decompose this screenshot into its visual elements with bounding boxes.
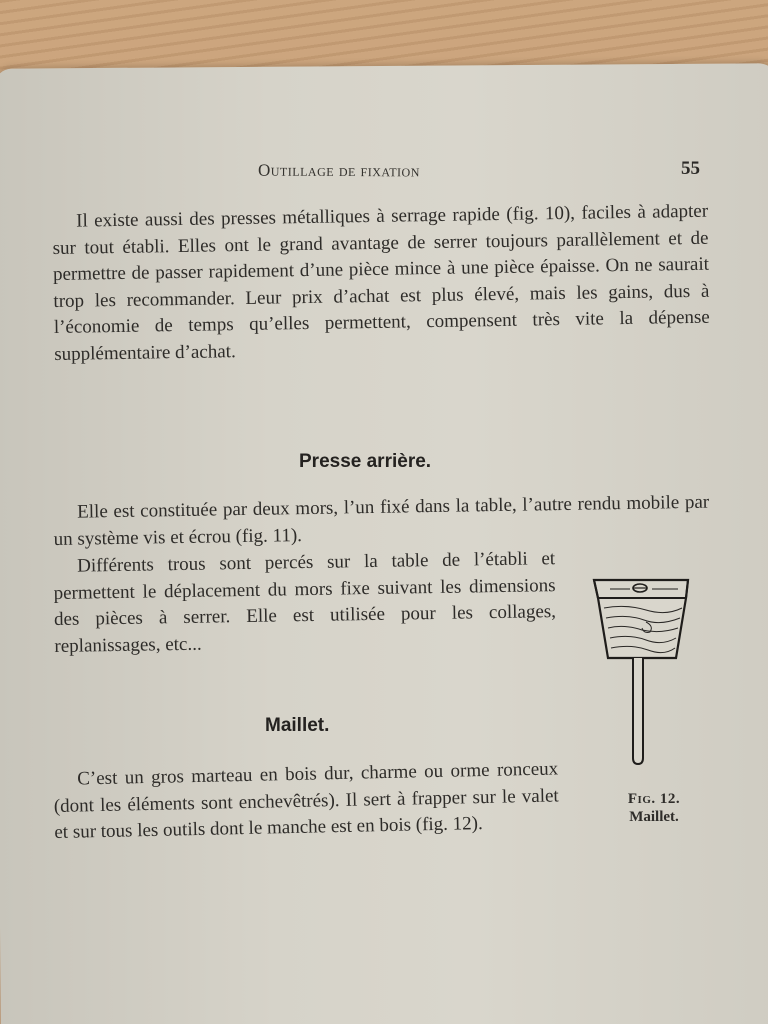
paragraph-presse-description: Elle est constituée par deux mors, l’un fixé dans la table, l’autre rendu mobile par un système vis et écrou (fig. 11). (53, 491, 710, 550)
running-head: Outillage de fixation (257, 160, 420, 181)
figure-number: Fig. 12. (627, 791, 681, 807)
paragraph-presse-trous: Différents trous sont percés sur la table de l’établi et permettent le déplacement du mors fixe suivant les dimensions des pièces à serrer. Elle est utilisée pour les collages, replanissages, etc... (53, 548, 557, 657)
section-heading-presse-arriere: Presse arrière. (299, 451, 432, 472)
mallet-illustration-icon (586, 574, 696, 774)
paragraph-maillet-description: C’est un gros marteau en bois dur, charme ou orme ronceux (dont les éléments sont enchevêtrés). Il sert à frapper sur le valet et sur tous les outils dont le manche est en bois (fig. 12). (53, 758, 559, 843)
page-number: 55 (681, 158, 700, 179)
figure-caption (604, 790, 704, 826)
section-heading-maillet: Maillet. (265, 715, 330, 736)
paragraph-presses-metalliques: Il existe aussi des presses métalliques à serrage rapide (fig. 10), faciles à adapter sur tout établi. Elles ont le grand avantage de serrer toujours parallèlement et de permettre de passer rapidement d’une pièce mince à une pièce épaisse. On ne saurait trop les recommander. Leur prix d’achat est plus élevé, mais les gains, dus à l’économie de temps qu’elles permettent, compensent très vite la dépense supplémentaire d’achat. (52, 200, 710, 365)
figure-title: Maillet. (629, 809, 679, 825)
